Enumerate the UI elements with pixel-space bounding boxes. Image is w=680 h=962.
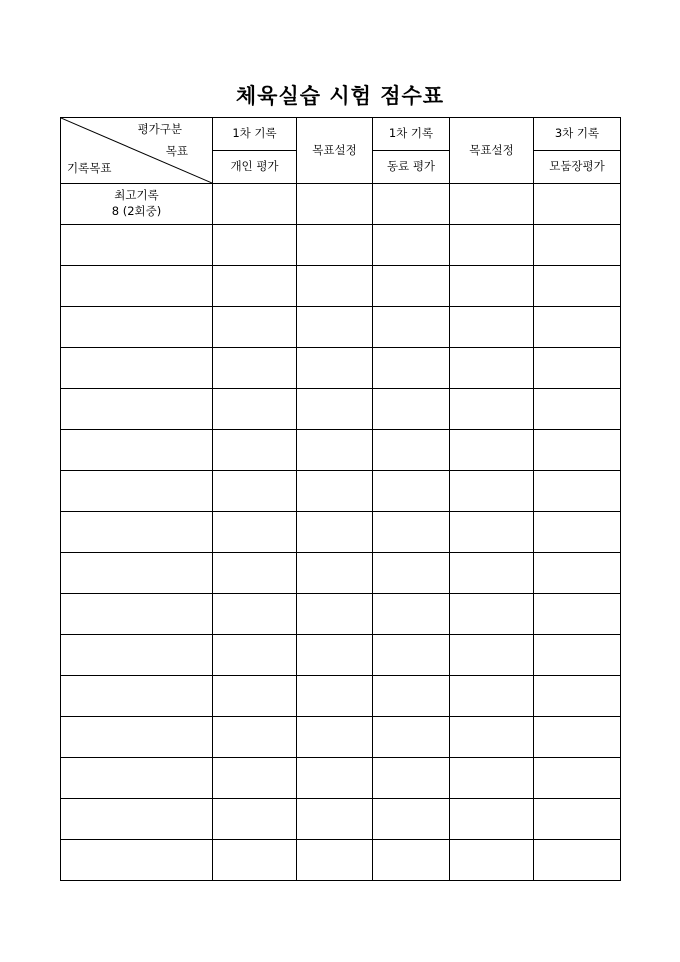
- header-peer-eval: 동료 평가: [373, 151, 450, 184]
- score-cell: [213, 594, 297, 635]
- score-cell: [297, 840, 373, 881]
- score-cell: [297, 717, 373, 758]
- table-row: [61, 307, 621, 348]
- score-cell: [213, 717, 297, 758]
- header-leader-eval: 모둠장평가: [534, 151, 621, 184]
- row-label-cell: [61, 307, 213, 348]
- score-cell: [373, 799, 450, 840]
- score-cell: [297, 307, 373, 348]
- score-cell: [450, 799, 534, 840]
- score-cell: [373, 184, 450, 225]
- table-row: [61, 512, 621, 553]
- table-row: [61, 389, 621, 430]
- score-cell: [450, 430, 534, 471]
- row-label-cell: [61, 676, 213, 717]
- score-cell: [213, 471, 297, 512]
- score-cell: [373, 758, 450, 799]
- score-cell: [450, 676, 534, 717]
- score-cell: [213, 676, 297, 717]
- score-cell: [373, 348, 450, 389]
- score-cell: [450, 635, 534, 676]
- score-cell: [213, 348, 297, 389]
- score-cell: [373, 389, 450, 430]
- score-cell: [213, 799, 297, 840]
- table-row: [61, 840, 621, 881]
- row-label-cell: [61, 184, 213, 225]
- score-cell: [213, 266, 297, 307]
- row-label-cell: [61, 799, 213, 840]
- table-row: [61, 594, 621, 635]
- score-cell: [213, 225, 297, 266]
- table-row: [61, 184, 621, 225]
- row-label-cell: [61, 430, 213, 471]
- row-label-cell: [61, 348, 213, 389]
- score-cell: [450, 307, 534, 348]
- score-cell: [534, 512, 621, 553]
- table-row: [61, 635, 621, 676]
- table-row: [61, 553, 621, 594]
- score-cell: [450, 266, 534, 307]
- table-row: [61, 717, 621, 758]
- score-cell: [373, 840, 450, 881]
- score-table: [60, 117, 621, 881]
- score-cell: [534, 676, 621, 717]
- score-cell: [373, 594, 450, 635]
- score-cell: [450, 553, 534, 594]
- score-cell: [297, 225, 373, 266]
- score-cell: [297, 512, 373, 553]
- score-cell: [213, 389, 297, 430]
- score-cell: [373, 225, 450, 266]
- score-cell: [534, 594, 621, 635]
- score-cell: [534, 184, 621, 225]
- header-row-top: [61, 118, 621, 151]
- score-cell: [450, 758, 534, 799]
- header-goal-setting-2: 목표설정: [450, 118, 534, 184]
- table-row: [61, 266, 621, 307]
- row-label-cell: [61, 635, 213, 676]
- score-cell: [373, 676, 450, 717]
- score-cell: [373, 307, 450, 348]
- row-label-line-1: 최고기록: [114, 188, 159, 203]
- score-cell: [373, 512, 450, 553]
- score-cell: [450, 717, 534, 758]
- row-label-cell: [61, 225, 213, 266]
- row-label-cell: [61, 553, 213, 594]
- table-row: [61, 676, 621, 717]
- score-cell: [297, 553, 373, 594]
- score-cell: [373, 430, 450, 471]
- header-goal-setting-1: 목표설정: [297, 118, 373, 184]
- header-first-record-1: 1차 기록: [213, 118, 297, 151]
- score-cell: [373, 266, 450, 307]
- score-cell: [534, 840, 621, 881]
- score-cell: [297, 389, 373, 430]
- score-cell: [534, 471, 621, 512]
- row-label-cell: [61, 594, 213, 635]
- score-cell: [297, 348, 373, 389]
- score-cell: [450, 225, 534, 266]
- score-cell: [213, 635, 297, 676]
- table-row: [61, 799, 621, 840]
- score-cell: [297, 594, 373, 635]
- score-cell: [450, 840, 534, 881]
- score-cell: [213, 553, 297, 594]
- score-cell: [373, 471, 450, 512]
- score-cell: [213, 840, 297, 881]
- score-cell: [450, 512, 534, 553]
- score-cell: [373, 553, 450, 594]
- row-label-cell: [61, 471, 213, 512]
- header-eval-type: 평가구분: [137, 122, 182, 136]
- score-cell: [534, 348, 621, 389]
- row-label-cell: [61, 389, 213, 430]
- table-row: [61, 471, 621, 512]
- score-cell: [373, 635, 450, 676]
- score-cell: [297, 676, 373, 717]
- score-cell: [297, 635, 373, 676]
- table-row: [61, 348, 621, 389]
- score-cell: [213, 307, 297, 348]
- score-cell: [213, 184, 297, 225]
- header-third-record: 3차 기록: [534, 118, 621, 151]
- header-first-record-2: 1차 기록: [373, 118, 450, 151]
- score-cell: [534, 225, 621, 266]
- score-cell: [534, 758, 621, 799]
- score-cell: [297, 430, 373, 471]
- table-row: [61, 225, 621, 266]
- row-label-cell: [61, 266, 213, 307]
- score-cell: [534, 430, 621, 471]
- score-cell: [297, 266, 373, 307]
- score-cell: [213, 430, 297, 471]
- score-cell: [534, 389, 621, 430]
- score-cell: [450, 348, 534, 389]
- score-cell: [534, 635, 621, 676]
- score-cell: [450, 184, 534, 225]
- header-self-eval: 개인 평가: [213, 151, 297, 184]
- page-title: 체육실습 시험 점수표: [235, 83, 445, 108]
- score-cell: [297, 184, 373, 225]
- row-label-line-2: 8 (2회중): [111, 204, 162, 218]
- score-cell: [450, 594, 534, 635]
- row-label-cell: [61, 512, 213, 553]
- score-cell: [373, 717, 450, 758]
- header-record-goal: 기록목표: [67, 161, 112, 176]
- row-label-cell: [61, 717, 213, 758]
- score-cell: [534, 799, 621, 840]
- score-cell: [534, 266, 621, 307]
- score-cell: [534, 553, 621, 594]
- score-cell: [297, 758, 373, 799]
- table-row: [61, 758, 621, 799]
- score-cell: [450, 389, 534, 430]
- score-cell: [297, 799, 373, 840]
- row-label-cell: [61, 840, 213, 881]
- score-cell: [534, 717, 621, 758]
- score-cell: [213, 758, 297, 799]
- header-goal: 목표: [165, 144, 188, 158]
- score-cell: [450, 471, 534, 512]
- diagonal-header-cell: [61, 118, 213, 184]
- score-cell: [213, 512, 297, 553]
- score-cell: [534, 307, 621, 348]
- table-row: [61, 430, 621, 471]
- row-label-cell: [61, 758, 213, 799]
- score-cell: [297, 471, 373, 512]
